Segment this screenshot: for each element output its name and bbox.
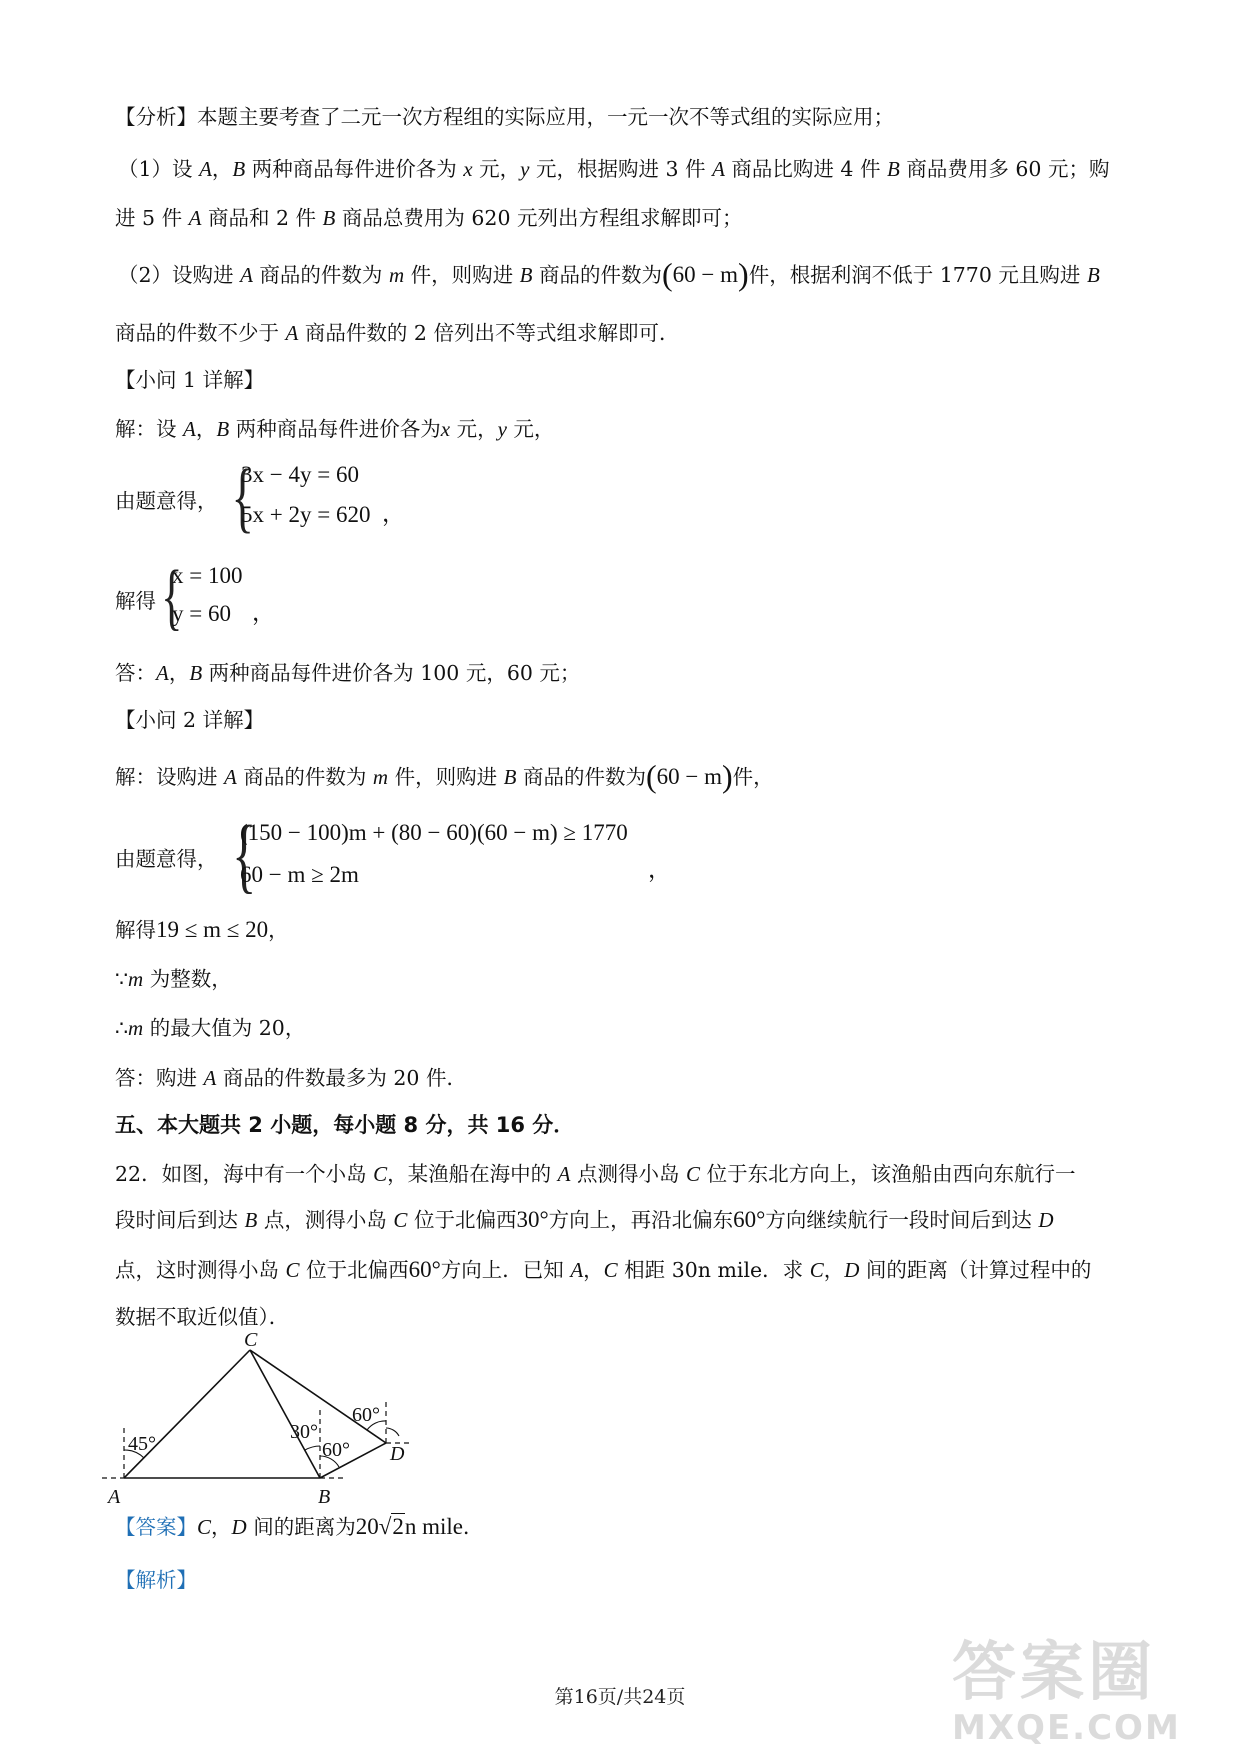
explanation-tag: 【解析】 xyxy=(115,1568,197,1592)
subq1-solve-label: 解得 xyxy=(115,589,156,613)
subq2-heading: 【小问 2 详解】 xyxy=(115,708,265,732)
problem22-figure xyxy=(100,1328,430,1508)
point-label: C xyxy=(244,1329,258,1351)
watermark-text: MXQE.COM xyxy=(952,1708,1181,1748)
analysis-part2-line1: （2）设购进 A 商品的件数为 m 件，则购进 B 商品的件数为(60 − m)件，根据利润不低于 1770 元且购进 B xyxy=(118,256,1100,292)
subq2-setup: 解：设购进 A 商品的件数为 m 件，则购进 B 商品的件数为(60 − m)件， xyxy=(115,758,774,794)
problem22-line3: 点，这时测得小岛 C 位于北偏西60°方向上．已知 A，C 相距 30n mile．求 C，D 间的距离（计算过程中的 xyxy=(115,1257,1092,1282)
point-label: B xyxy=(318,1486,331,1508)
subq2-answer: 答：购进 A 商品的件数最多为 20 件． xyxy=(115,1066,467,1090)
equation: 5x + 2y = 620 xyxy=(241,502,371,527)
subq1-answer: 答：A，B 两种商品每件进价各为 100 元，60 元； xyxy=(115,661,581,685)
watermark-text: 答案圈 xyxy=(952,1636,1156,1710)
brace: { xyxy=(232,809,257,902)
segment-cb xyxy=(250,1350,320,1478)
analysis-part2-line2: 商品的件数不少于 A 商品件数的 2 倍列出不等式组求解即可． xyxy=(115,321,680,345)
solution: y = 60 xyxy=(172,601,231,626)
problem22-line1: 22．如图，海中有一个小岛 C，某渔船在海中的 A 点测得小岛 C 位于东北方向上，该渔船由西向东航行一 xyxy=(115,1162,1076,1186)
inequality: 60 − m ≥ 2m xyxy=(240,862,359,887)
sqrt-expression: √2 xyxy=(378,1514,404,1539)
angle-label: 45° xyxy=(128,1433,156,1455)
punct: ， xyxy=(382,501,405,526)
analysis-text: 【分析】本题主要考查了二元一次方程组的实际应用，一元一次不等式组的实际应用； xyxy=(115,105,894,129)
watermark-logo xyxy=(952,1638,1222,1748)
problem22-line4: 数据不取近似值）． xyxy=(115,1305,290,1329)
answer-line: 【答案】C，D 间的距离为20√2n mile． xyxy=(115,1514,484,1539)
segment-ac xyxy=(124,1350,250,1478)
equation: 3x − 4y = 60 xyxy=(241,462,359,487)
angle-label: 30° xyxy=(290,1421,318,1443)
subq1-heading: 【小问 1 详解】 xyxy=(115,368,265,392)
analysis-line xyxy=(115,102,894,132)
analysis-part1-line2: 进 5 件 A 商品和 2 件 B 商品总费用为 620 元列出方程组求解即可； xyxy=(115,206,743,230)
analysis-part1-line1: （1）设 A，B 两种商品每件进价各为 x 元，y 元，根据购进 3 件 A 商品比购进 4 件 B 商品费用多 60 元；购 xyxy=(118,157,1110,181)
segment-cd xyxy=(250,1350,386,1443)
punct: ， xyxy=(252,600,275,625)
inequality: (150 − 100)m + (80 − 60)(60 − m) ≥ 1770 xyxy=(240,820,628,845)
problem22-line2: 段时间后到达 B 点，测得小岛 C 位于北偏西30°方向上，再沿北偏东60°方向继续航行一段时间后到达 D xyxy=(115,1207,1054,1232)
subq2-system-label: 由题意得， xyxy=(115,847,218,871)
solution: x = 100 xyxy=(172,563,243,588)
page-footer: 第16页/共24页 xyxy=(554,1686,686,1708)
subq1-setup: 解：设 A，B 两种商品每件进价各为x 元，y 元， xyxy=(115,417,555,441)
punct: ， xyxy=(648,857,671,882)
angle-label: 60° xyxy=(352,1404,380,1426)
section-heading: 五、本大题共 2 小题，每小题 8 分，共 16 分． xyxy=(115,1113,575,1137)
subq2-because: ∵m 为整数， xyxy=(115,967,232,991)
subq2-result: 解得19 ≤ m ≤ 20， xyxy=(115,917,289,942)
point-label: D xyxy=(390,1443,405,1465)
brace: { xyxy=(231,453,254,540)
brace: { xyxy=(161,556,183,638)
answer-tag: 【答案】 xyxy=(115,1515,197,1539)
subq2-therefore: ∴m 的最大值为 20， xyxy=(115,1016,306,1040)
subq1-system-label: 由题意得， xyxy=(115,489,218,513)
point-label: A xyxy=(108,1486,121,1508)
angle-label: 60° xyxy=(322,1439,350,1461)
